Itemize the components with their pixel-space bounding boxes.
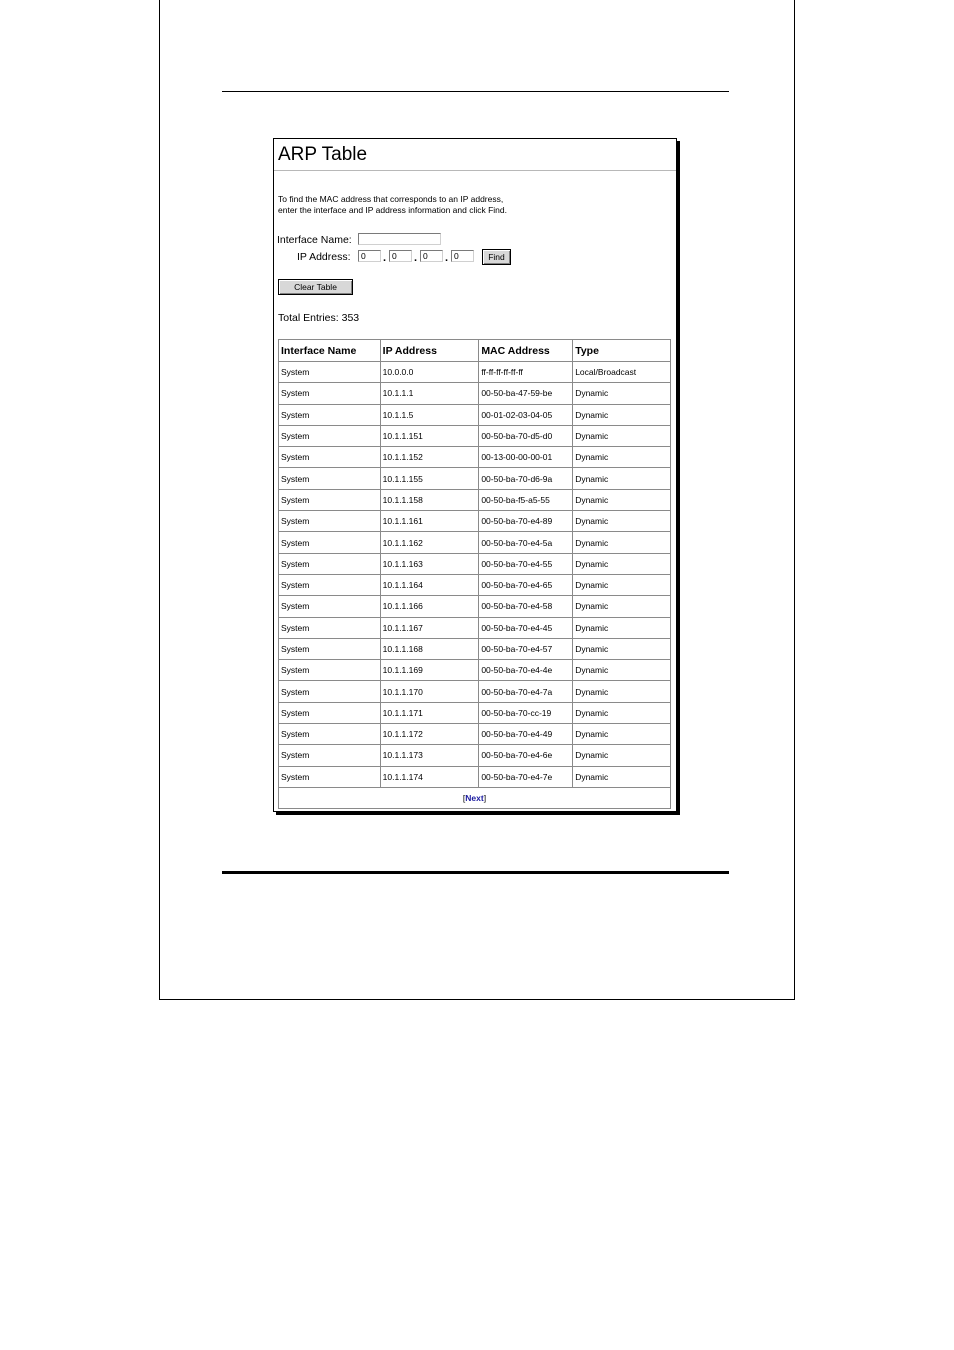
column-header-mac-address: MAC Address [479,340,573,362]
cell-mac-address: 00-50-ba-70-e4-89 [479,511,573,532]
cell-interface-name: System [279,383,381,404]
ip-address-label: IP Address: [297,251,351,263]
cell-interface-name: System [279,681,381,702]
cell-type: Dynamic [573,489,671,510]
table-row [279,617,671,638]
table-row [279,447,671,468]
cell-type: Dynamic [573,766,671,787]
ip-octet-1-input[interactable] [358,250,381,262]
instructions-line-1: To find the MAC address that corresponds to an IP address, [278,194,504,204]
next-bracket-open: [ [462,792,466,803]
table-row [279,489,671,510]
table-row [279,532,671,553]
cell-interface-name: System [279,553,381,574]
arp-table [278,339,671,809]
table-row [279,596,671,617]
cell-ip-address: 10.1.1.168 [380,638,479,659]
cell-mac-address: ff-ff-ff-ff-ff-ff [479,362,573,383]
cell-type: Dynamic [573,404,671,425]
cell-type: Dynamic [573,681,671,702]
cell-ip-address: 10.1.1.161 [380,511,479,532]
cell-interface-name: System [279,745,381,766]
table-row [279,574,671,595]
table-row [279,383,671,404]
total-entries: Total Entries: 353 [278,312,360,324]
cell-type: Dynamic [573,553,671,574]
cell-ip-address: 10.1.1.5 [380,404,479,425]
column-header-ip-address: IP Address [380,340,479,362]
cell-mac-address: 00-50-ba-f5-a5-55 [479,489,573,510]
table-row [279,745,671,766]
table-row [279,660,671,681]
ip-dot-separator: . [445,252,449,264]
cell-mac-address: 00-50-ba-70-e4-55 [479,553,573,574]
cell-mac-address: 00-13-00-00-00-01 [479,447,573,468]
cell-interface-name: System [279,362,381,383]
cell-type: Dynamic [573,638,671,659]
table-row [279,681,671,702]
cell-type: Dynamic [573,660,671,681]
cell-type: Dynamic [573,532,671,553]
cell-ip-address: 10.1.1.174 [380,766,479,787]
cell-interface-name: System [279,617,381,638]
cell-ip-address: 10.1.1.170 [380,681,479,702]
table-row [279,362,671,383]
column-header-type: Type [573,340,671,362]
pagination-cell [279,787,671,808]
footer-rule [222,871,729,874]
header-rule [222,91,729,92]
cell-ip-address: 10.1.1.163 [380,553,479,574]
cell-interface-name: System [279,702,381,723]
clear-table-button[interactable]: Clear Table [278,279,353,295]
title-divider [274,170,676,171]
cell-interface-name: System [279,447,381,468]
cell-interface-name: System [279,574,381,595]
cell-type: Dynamic [573,596,671,617]
cell-type: Local/Broadcast [573,362,671,383]
next-page-link[interactable]: Next [465,792,484,803]
cell-mac-address: 00-50-ba-70-e4-7a [479,681,573,702]
cell-type: Dynamic [573,617,671,638]
cell-interface-name: System [279,724,381,745]
cell-ip-address: 10.1.1.166 [380,596,479,617]
cell-type: Dynamic [573,702,671,723]
cell-mac-address: 00-50-ba-70-e4-6e [479,745,573,766]
cell-ip-address: 10.1.1.167 [380,617,479,638]
ip-dot-separator: . [383,252,387,264]
table-row [279,404,671,425]
cell-mac-address: 00-50-ba-70-e4-49 [479,724,573,745]
table-row [279,468,671,489]
ip-octet-4-input[interactable] [451,250,474,262]
page-title: ARP Table [278,144,368,165]
cell-ip-address: 10.1.1.158 [380,489,479,510]
cell-type: Dynamic [573,383,671,404]
cell-mac-address: 00-50-ba-70-cc-19 [479,702,573,723]
cell-type: Dynamic [573,425,671,446]
table-row [279,702,671,723]
interface-name-input[interactable] [358,233,441,245]
cell-mac-address: 00-50-ba-70-d5-d0 [479,425,573,446]
cell-interface-name: System [279,489,381,510]
cell-mac-address: 00-01-02-03-04-05 [479,404,573,425]
find-button[interactable]: Find [482,249,511,265]
table-row [279,425,671,446]
cell-mac-address: 00-50-ba-70-e4-5a [479,532,573,553]
cell-mac-address: 00-50-ba-70-e4-4e [479,660,573,681]
cell-interface-name: System [279,638,381,659]
instructions [278,194,507,216]
cell-ip-address: 10.1.1.152 [380,447,479,468]
table-row [279,724,671,745]
interface-name-label: Interface Name: [277,234,352,246]
cell-ip-address: 10.1.1.173 [380,745,479,766]
cell-interface-name: System [279,425,381,446]
cell-interface-name: System [279,660,381,681]
cell-mac-address: 00-50-ba-70-e4-65 [479,574,573,595]
cell-mac-address: 00-50-ba-70-e4-58 [479,596,573,617]
cell-interface-name: System [279,532,381,553]
cell-type: Dynamic [573,447,671,468]
cell-interface-name: System [279,766,381,787]
cell-mac-address: 00-50-ba-70-e4-7e [479,766,573,787]
cell-ip-address: 10.1.1.162 [380,532,479,553]
cell-interface-name: System [279,404,381,425]
pagination-row [279,787,671,808]
cell-type: Dynamic [573,574,671,595]
cell-mac-address: 00-50-ba-70-e4-45 [479,617,573,638]
cell-ip-address: 10.1.1.171 [380,702,479,723]
arp-table-screen [273,138,677,812]
cell-interface-name: System [279,468,381,489]
table-header-row [279,340,671,362]
next-bracket-close: ] [483,792,487,803]
cell-type: Dynamic [573,468,671,489]
cell-ip-address: 10.1.1.172 [380,724,479,745]
table-row [279,766,671,787]
cell-ip-address: 10.1.1.151 [380,425,479,446]
cell-interface-name: System [279,511,381,532]
ip-octet-2-input[interactable] [389,250,412,262]
cell-interface-name: System [279,596,381,617]
column-header-interface-name: Interface Name [279,340,381,362]
cell-type: Dynamic [573,745,671,766]
cell-ip-address: 10.1.1.1 [380,383,479,404]
ip-octet-3-input[interactable] [420,250,443,262]
table-row [279,553,671,574]
cell-type: Dynamic [573,511,671,532]
instructions-line-2: enter the interface and IP address information and click Find. [278,205,507,215]
cell-ip-address: 10.1.1.169 [380,660,479,681]
table-row [279,638,671,659]
cell-mac-address: 00-50-ba-70-e4-57 [479,638,573,659]
cell-mac-address: 00-50-ba-70-d6-9a [479,468,573,489]
cell-ip-address: 10.1.1.164 [380,574,479,595]
cell-ip-address: 10.1.1.155 [380,468,479,489]
cell-ip-address: 10.0.0.0 [380,362,479,383]
ip-dot-separator: . [414,252,418,264]
table-row [279,511,671,532]
cell-type: Dynamic [573,724,671,745]
cell-mac-address: 00-50-ba-47-59-be [479,383,573,404]
